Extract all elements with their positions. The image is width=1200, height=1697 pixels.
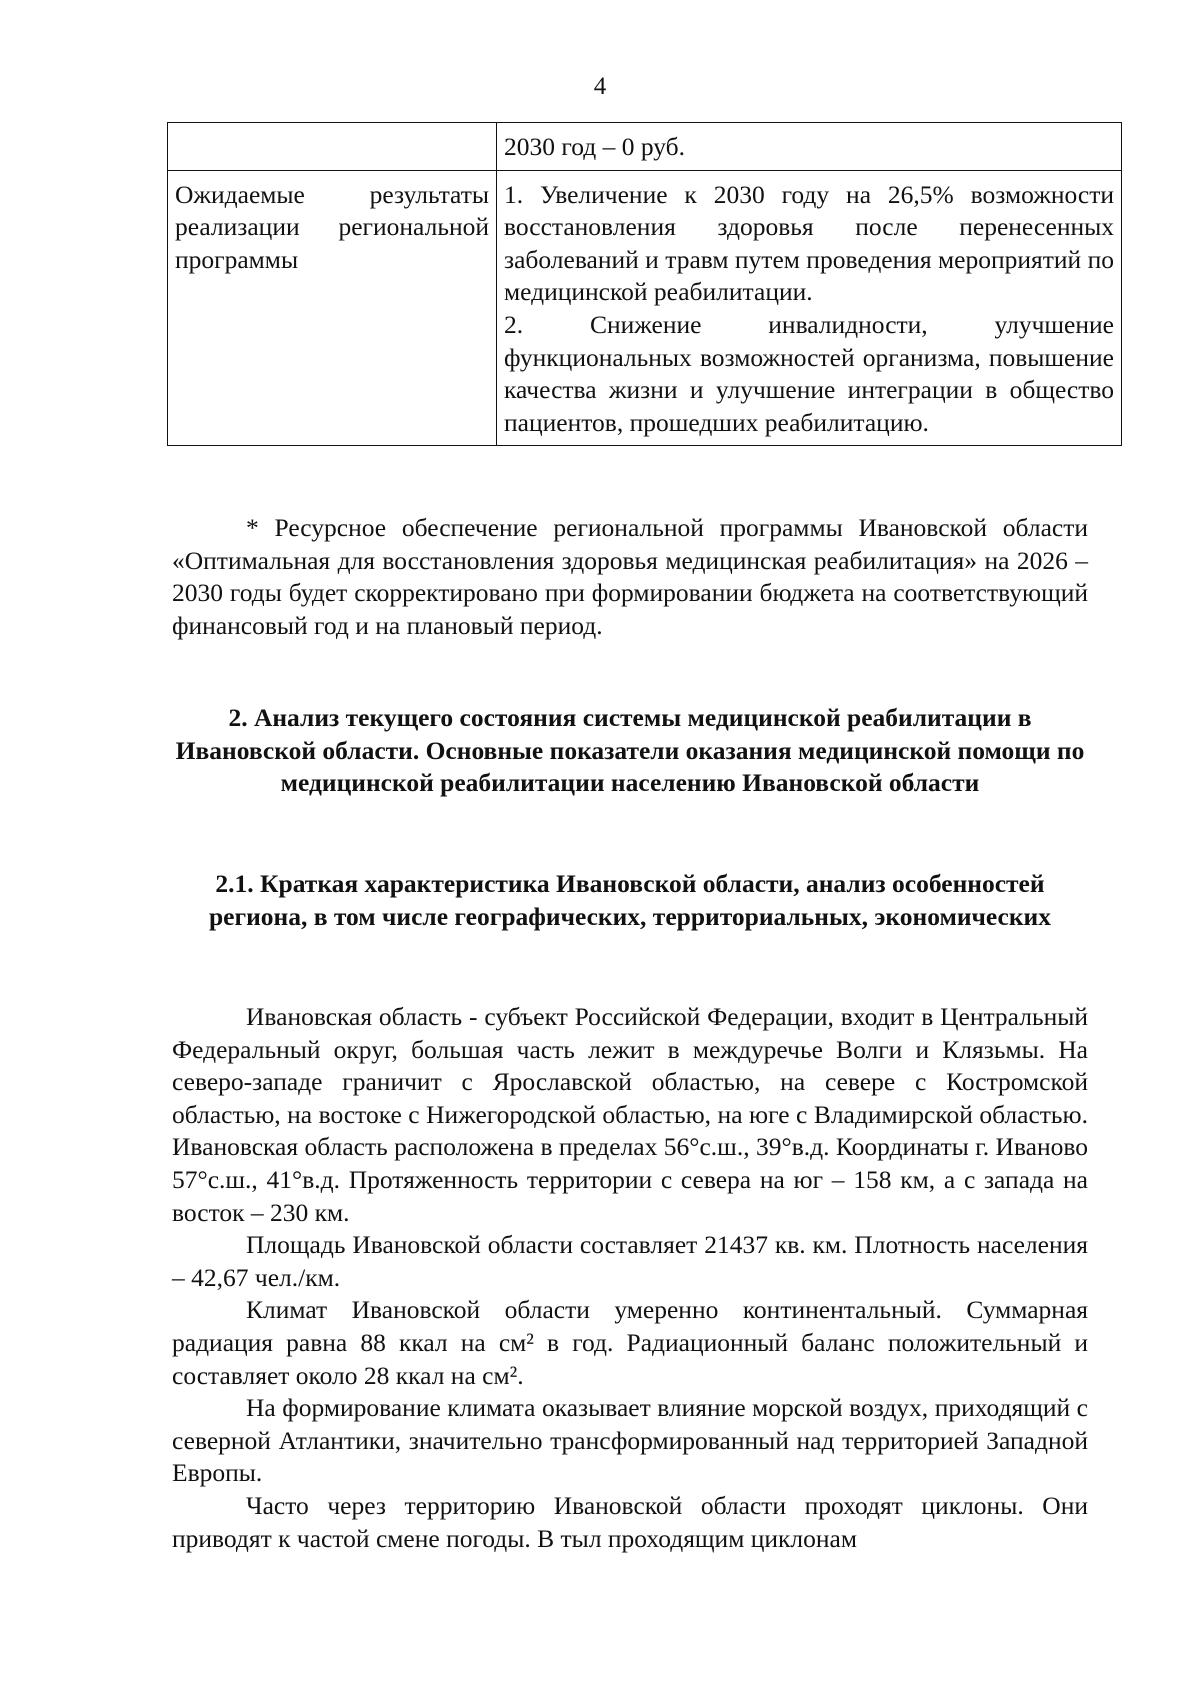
table-row bbox=[168, 123, 1122, 171]
paragraph: Часто через территорию Ивановской области проходят циклоны. Они приводят к частой смене погоды. В тыл проходящим циклонам bbox=[172, 1490, 1088, 1553]
table-row bbox=[168, 170, 1122, 446]
paragraph: Ивановская область - субъект Российской Федерации, входит в Центральный Федеральный округ, большая часть лежит в междуречье Волги и Клязьмы. На северо-западе граничит с Ярославской областью, на севере с Костромской областью, на востоке с Нижегородской областью, на юге с Владимирской областью. Ивановская область расположена в пределах 56°с.ш., 39°в.д. Координаты г. Иваново 57°с.ш., 41°в.д. Протяженность территории с севера на юг – 158 км, а с запада на восток – 230 км. bbox=[172, 1002, 1088, 1227]
expected-result-item: 2. Снижение инвалидности, улучшение функциональных возможностей организма, повышение качества жизни и улучшение интеграции в общество пациентов, прошедших реабилитацию. bbox=[504, 309, 1114, 437]
section-2-heading bbox=[172, 702, 1088, 800]
footnote-text: * Ресурсное обеспечение региональной программы Ивановской области «Оптимальная для восстановления здоровья медицинская реабилитация» на 2026 – 2030 годы будет скорректировано при формировании бюджета на соответствующий финансовый год и на плановый период. bbox=[172, 513, 1088, 640]
paragraph: Площадь Ивановской области составляет 21437 кв. км. Плотность населения – 42,67 чел./км. bbox=[172, 1230, 1088, 1292]
table-cell-value: 2030 год – 0 руб. bbox=[497, 123, 1122, 171]
section-2-1-heading bbox=[172, 868, 1088, 933]
section-heading-text: 2.1. Краткая характеристика Ивановской области, анализ особенностей региона, в том числе географических, территориальных, экономических bbox=[208, 869, 1051, 931]
expected-result-item: 1. Увеличение к 2030 году на 26,5% возможности восстановления здоровья после перенесенных заболеваний и травм путем проведения мероприятий по медицинской реабилитации. bbox=[504, 179, 1114, 307]
section-2-1-body bbox=[172, 1001, 1088, 1555]
program-passport-table bbox=[167, 122, 1122, 446]
table-cell-value bbox=[497, 170, 1122, 446]
paragraph: На формирование климата оказывает влияние морской воздух, приходящий с северной Атлантики, значительно трансформированный над территорией Западной Европы. bbox=[172, 1393, 1088, 1488]
page-number: 4 bbox=[593, 73, 607, 100]
expected-results-label: Ожидаемые результаты реализации региональной программы bbox=[175, 179, 489, 274]
paragraph: Климат Ивановской области умеренно континентальный. Суммарная радиация равна 88 ккал на см² в год. Радиационный баланс положительный и составляет около 28 ккал на см². bbox=[172, 1295, 1088, 1390]
footnote bbox=[172, 512, 1088, 642]
section-heading-text: 2. Анализ текущего состояния системы медицинской реабилитации в Ивановской области. Основные показатели оказания медицинской помощи по медицинской реабилитации населению Ивановской области bbox=[175, 703, 1085, 798]
table-cell-label bbox=[168, 123, 497, 171]
table-cell-label bbox=[168, 170, 497, 446]
